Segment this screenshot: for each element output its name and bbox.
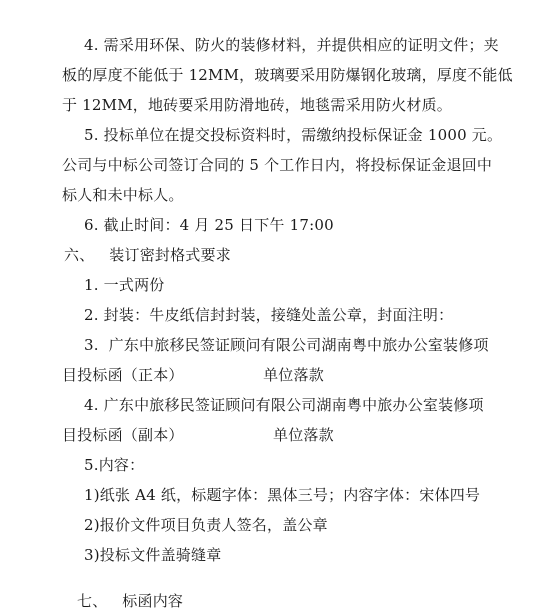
paragraph-item-4-line-1: 4. 需采用环保、防火的装修材料，并提供相应的证明文件；夹 — [84, 36, 499, 54]
list-item-3-line-2: 目投标函（正本） 单位落款 — [62, 366, 324, 384]
paragraph-item-4-line-3: 于 12MM，地砖要采用防滑地砖，地毯需采用防火材质。 — [62, 96, 452, 114]
list-item-1: 1. 一式两份 — [84, 276, 165, 294]
list-item-4-line-1: 4. 广东中旅移民签证顾问有限公司湖南粤中旅办公室装修项 — [84, 396, 484, 414]
list-item-4-line-2: 目投标函（副本） 单位落款 — [62, 426, 334, 444]
sub-item-2: 2)报价文件项目负责人签名，盖公章 — [84, 516, 328, 534]
sub-item-3: 3)投标文件盖骑缝章 — [84, 546, 222, 564]
paragraph-item-5-line-2: 公司与中标公司签订合同的 5 个工作日内，将投标保证金退回中 — [62, 156, 493, 174]
paragraph-item-5-line-1: 5. 投标单位在提交投标资料时，需缴纳投标保证金 1000 元。 — [84, 126, 503, 144]
paragraph-item-4-line-2: 板的厚度不能低于 12MM，玻璃要采用防爆钢化玻璃，厚度不能低 — [62, 66, 513, 84]
list-item-5: 5.内容： — [84, 456, 145, 474]
sub-item-1: 1)纸张 A4 纸，标题字体：黑体三号；内容字体：宋体四号 — [84, 486, 481, 504]
list-item-2: 2. 封装：牛皮纸信封封装，接缝处盖公章，封面注明： — [84, 306, 454, 324]
section-heading-6: 六、 装订密封格式要求 — [64, 246, 231, 264]
paragraph-item-5-line-3: 标人和未中标人。 — [62, 186, 184, 204]
section-heading-7: 七、 标函内容 — [77, 592, 184, 610]
list-item-3-line-1: 3. 广东中旅移民签证顾问有限公司湖南粤中旅办公室装修项 — [84, 336, 489, 354]
paragraph-item-6: 6. 截止时间：4 月 25 日下午 17:00 — [84, 216, 334, 234]
